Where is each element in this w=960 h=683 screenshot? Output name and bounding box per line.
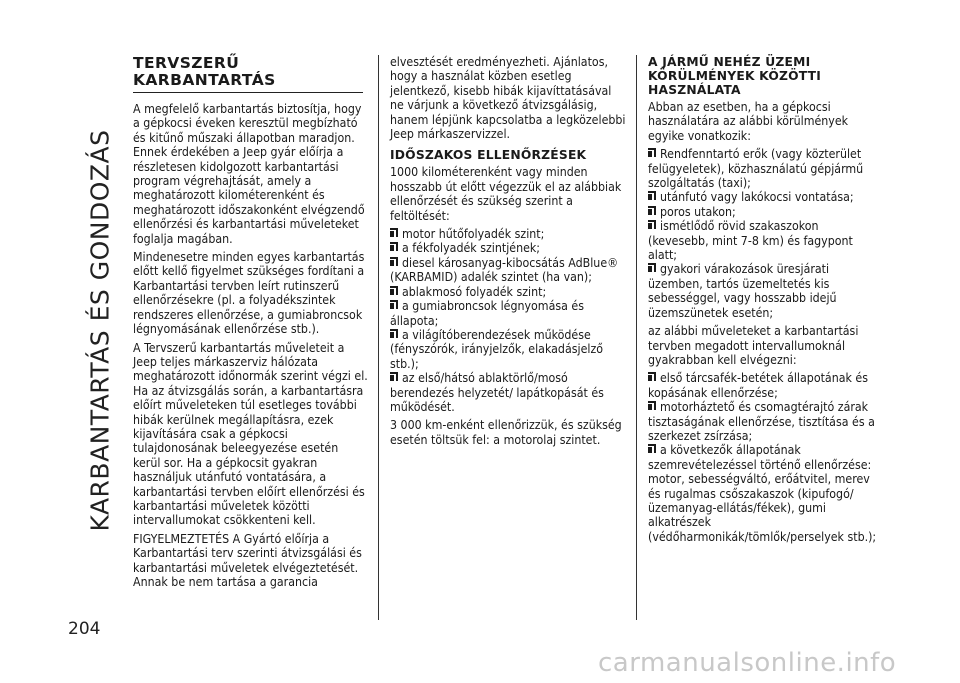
side-chapter-title: [80, 40, 120, 620]
column-1: [133, 55, 368, 593]
list-item: [390, 256, 626, 285]
list-item-text: diesel károsanyag-kibocsátás AdBlue® (KARBAMID) adalék szintet (ha van);: [390, 255, 619, 285]
paragraph: Abban az esetben, ha a gépkocsi használatára az alábbi körülmények egyike vonatkozik:: [648, 100, 849, 143]
section-heading-line: TERVSZERŰ: [133, 54, 240, 72]
section-heading-line: HASZNÁLATA: [648, 83, 741, 97]
paragraph: 1000 kilométerenként vagy minden hosszabb út előtt végezzük el az alábbiak ellenőrzését és szükség szerint a feltöltését:: [390, 165, 622, 223]
list-item: [648, 262, 878, 320]
list-item: [648, 219, 878, 262]
list-item: [648, 371, 878, 400]
bullet-icon: [648, 191, 656, 200]
list-item-text: poros utakon;: [660, 204, 736, 219]
column-3: [648, 55, 878, 544]
list-item: [390, 227, 626, 241]
list-item-text: Rendfenntartó erők (vagy közterület felügyeletek), közhasználatú gépjármű szolgáltatás (taxi);: [648, 147, 864, 191]
side-chapter-title-text: KARBANTARTÁS ÉS GONDOZÁS: [85, 128, 115, 532]
bullet-icon: [648, 401, 656, 410]
list-item-text: az első/hátsó ablaktörlő/mosó berendezés helyzetét/ lapátkopását és működését.: [390, 371, 604, 414]
watermark: carmanualsonline.info: [598, 648, 897, 678]
list-item-text: gyakori várakozások üresjárati üzemben, tartós üzemeltetés kis sebességgel, vagy hosszabb idejű üzemszünetek esetén;: [648, 262, 837, 320]
bullet-icon: [648, 220, 656, 229]
list-item-text: a következők állapotának szemrevételezéssel történő ellenőrzése: motor, sebességváltó, erőátvitel, merev és rugalmas csőszakaszok (kipufogó/üzemanyag-ellátás/fékek), gumi alkatrészek (védőharmonikák/tömlők/perselyek stb.);: [648, 443, 877, 544]
list-item: [648, 147, 878, 190]
list-item-text: a fékfolyadék szintjének;: [402, 241, 541, 256]
list-item: [648, 190, 878, 204]
list-item-text: első tárcsafék-betétek állapotának és kopásának ellenőrzése;: [648, 371, 868, 400]
section-heading: IDŐSZAKOS ELLENŐRZÉSEK: [390, 148, 587, 163]
paragraph: az alábbi műveleteket a karbantartási tervben megadott intervallumoknál gyakrabban kell elvégezni:: [648, 324, 859, 367]
bullet-icon: [648, 206, 656, 215]
bullet-icon: [648, 148, 656, 157]
bullet-icon: [390, 329, 398, 338]
section-heading-line: A JÁRMŰ NEHÉZ ÜZEMI: [648, 55, 811, 69]
bullet-icon: [390, 242, 398, 251]
bullet-icon: [648, 444, 656, 453]
list-item-text: a gumiabroncsok légnyomása és állapota;: [390, 299, 584, 328]
list-item-text: utánfutó vagy lakókocsi vontatása;: [660, 190, 854, 205]
list-item: [390, 371, 626, 414]
list-item-text: motorháztető és csomagtérajtó zárak tisztaságának ellenőrzése, tisztítása és a szerkezet zsírzása;: [648, 400, 875, 443]
bullet-icon: [390, 228, 398, 237]
paragraph: A megfelelő karbantartás biztosítja, hogy a gépkocsi éveken keresztül megbízható és kitűnő műszaki állapotban maradjon. Ennek érdekében a Jeep gyár előírja a részletesen kidolgozott karbantartási program végrehajtását, amely a meghatározott kilométerenként és meghatározott időszakonként elvégzendő ellenőrzési és karbantartási műveleteket foglalja magában.: [133, 102, 365, 246]
column-divider: [636, 55, 637, 620]
list-item-text: ablakmosó folyadék szint;: [402, 284, 547, 299]
paragraph: elvesztését eredményezheti. Ajánlatos, hogy a használat közben esetleg jelentkező, kisebb hibák kijavíttatásával ne várjunk a következő átvizsgálásig, hanem lépjünk kapcsolatba a legközelebbi Jeep márkaszervizzel.: [390, 55, 626, 142]
section-heading-line: KÖRÜLMÉNYEK KÖZÖTTI: [648, 69, 821, 83]
bullet-icon: [390, 300, 398, 309]
list-item-text: a világítóberendezések működése (fényszórók, irányjelzők, elakadásjelző stb.);: [390, 327, 604, 371]
list-item: [390, 299, 626, 328]
paragraph: 3 000 km-enként ellenőrizzük, és szükség esetén töltsük fel: a motorolaj szintet.: [390, 418, 622, 447]
warning-paragraph: FIGYELMEZTETÉS A Gyártó előírja a Karbantartási terv szerinti átvizsgálási és karbantartási műveletek elvégeztetését. Annak be nem tartása a garancia: [133, 531, 362, 589]
list-item: [648, 400, 878, 443]
bullet-icon: [390, 372, 398, 381]
paragraph: A Tervszerű karbantartás műveleteit a Jeep teljes márkaszerviz hálózata meghatározott időnormák szerint végzi el. Ha az átvizsgálás során, a karbantartásra előírt műveleteken túl esetleges további hibák kerülnek megállapításra, ezek kijavítására csak a gépkocsi tulajdonosának beleegyezése esetén kerül sor. Ha a gépkocsit gyakran használjuk utánfutó vontatására, a karbantartási tervben előírt ellenőrzési és karbantartási műveletek közötti intervallumokat csökkenteni kell.: [133, 340, 368, 528]
column-divider: [378, 55, 379, 620]
page-number: 204: [68, 619, 101, 639]
section-heading: [133, 55, 368, 89]
column-2: [390, 55, 626, 451]
list-item: [648, 443, 878, 544]
bullet-icon: [648, 263, 656, 272]
heading-rule: [133, 92, 363, 93]
bullet-icon: [390, 257, 398, 266]
bullet-icon: [390, 286, 398, 295]
list-item: [390, 241, 626, 255]
list-item: [390, 328, 626, 371]
list-item-text: ismétlődő rövid szakaszokon (kevesebb, mint 7-8 km) és fagypont alatt;: [648, 219, 853, 263]
bullet-icon: [648, 372, 656, 381]
list-item: [648, 205, 878, 219]
paragraph: Mindenesetre minden egyes karbantartás előtt kellő figyelmet szükséges fordítani a Karbantartási tervben leírt rutinszerű ellenőrzésekre (pl. a folyadékszintek rendszeres ellenőrzése, a gumiabroncsok légnyomásának ellenőrzése stb.).: [133, 250, 365, 337]
list-item-text: motor hűtőfolyadék szint;: [402, 227, 545, 242]
section-heading: [648, 55, 878, 97]
list-item: [390, 285, 626, 299]
section-heading-line: KARBANTARTÁS: [133, 71, 276, 89]
